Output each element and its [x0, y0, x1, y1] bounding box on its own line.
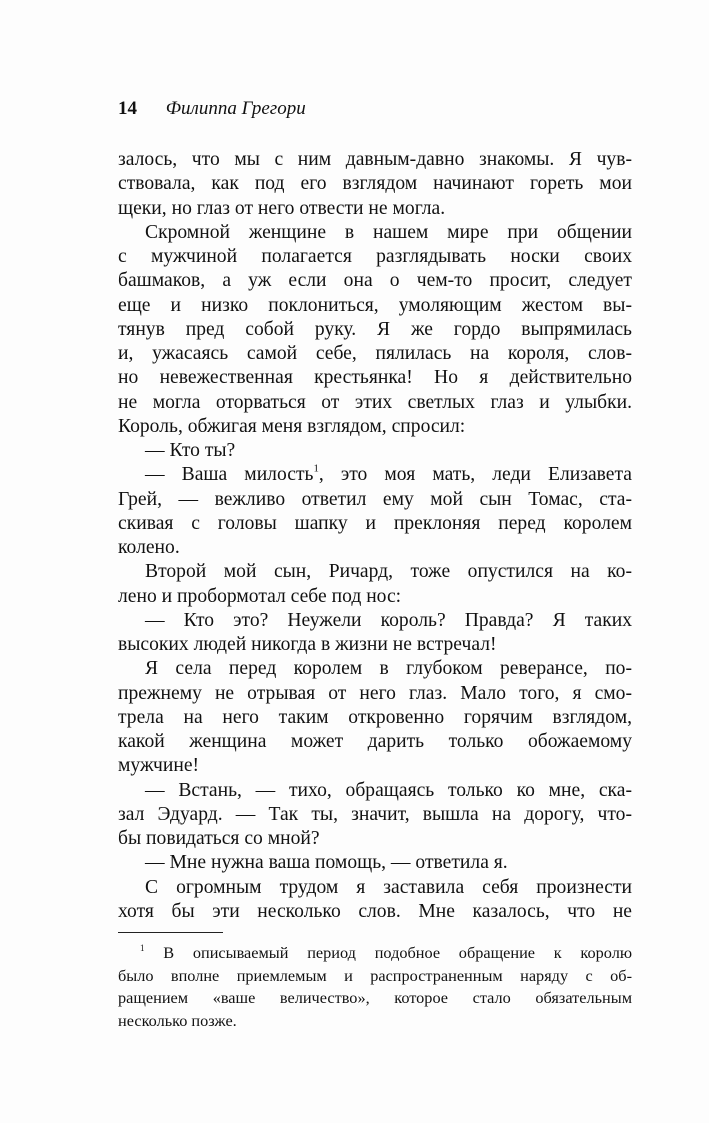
footnote-line: несколько позже.	[118, 1010, 237, 1030]
text-line: лено и пробормотал себе под нос:	[118, 585, 402, 607]
text-line: Скромной женщине в нашем мире при общении	[145, 221, 632, 243]
text-fragment: — Ваша милость	[145, 464, 314, 486]
text-line: какой женщина может дарить только обожаемому	[118, 731, 632, 752]
text-fragment: , это моя мать, леди Елизавета	[318, 464, 632, 486]
text-line: не могла оторваться от этих светлых глаз и улыбки.	[118, 391, 632, 413]
text-line: скивая с головы шапку и преклоняя перед королем	[118, 512, 632, 534]
text-line: Король, обжигая меня взглядом, спросил:	[118, 415, 466, 437]
text-line: колено.	[118, 537, 180, 558]
text-line: ствовала, как под его взглядом начинают гореть мои	[118, 173, 632, 195]
text-line: — Кто это? Неужели король? Правда? Я таких	[145, 609, 632, 631]
page-number: 14	[118, 98, 137, 119]
main-text	[118, 148, 632, 924]
text-line: еще и низко поклониться, умоляющим жестом вы-	[118, 294, 632, 316]
text-line: Второй мой сын, Ричард, тоже опустился на ко-	[145, 561, 632, 583]
footnote-number: 1	[140, 942, 145, 953]
text-line: — Мне нужна ваша помощь, — ответила я.	[145, 852, 508, 874]
footnote-line: было вполне приемлемым и распространенным наряду с об-	[118, 965, 632, 985]
text-line: зал Эдуард. — Так ты, значит, вышла на дорогу, что-	[118, 803, 632, 825]
text-line: Грей, — вежливо ответил ему мой сын Томас, ста-	[118, 488, 632, 510]
text-line: Я села перед королем в глубоком реверансе, по-	[145, 658, 632, 680]
footnote-line	[118, 942, 632, 965]
text-line: бы повидаться со мной?	[118, 828, 320, 849]
text-line: мужчине!	[118, 755, 200, 777]
text-line: тянув пред собой руку. Я же гордо выпрямилась	[118, 318, 632, 340]
footnote-text: В описываемый период подобное обращение к королю	[144, 943, 632, 962]
text-line: — Встань, — тихо, обращаясь только ко мне, ска-	[145, 779, 632, 801]
text-line-with-note	[118, 463, 632, 487]
running-header	[118, 96, 306, 122]
text-line: залось, что мы с ним давным-давно знакомы. Я чув-	[118, 149, 632, 170]
footnote	[118, 942, 632, 1032]
text-line: — Кто ты?	[145, 440, 236, 461]
running-title: Филиппа Грегори	[165, 98, 306, 119]
text-line: С огромным трудом я заставила себя произнести	[145, 876, 632, 898]
text-line: трела на него таким откровенно горячим взглядом,	[118, 706, 632, 728]
text-line: но невежественная крестьянка! Но я действительно	[118, 367, 632, 389]
text-line: высоких людей никогда в жизни не встречал!	[118, 634, 497, 655]
text-line: щеки, но глаз от него отвести не могла.	[118, 197, 446, 219]
footnote-marker: 1	[313, 462, 319, 475]
text-line: прежнему не отрывая от него глаз. Мало того, я смо-	[118, 682, 632, 704]
text-line: с мужчиной полагается разглядывать носки своих	[118, 246, 632, 267]
text-line: башмаков, а уж если она о чем-то просит, следует	[118, 270, 632, 292]
text-line: и, ужасаясь самой себе, пялилась на короля, слов-	[118, 343, 632, 364]
footnote-separator	[118, 932, 223, 933]
text-line: хотя бы эти несколько слов. Мне казалось, что не	[118, 900, 632, 922]
footnote-line: ращением «ваше величество», которое стало обязательным	[118, 988, 632, 1007]
